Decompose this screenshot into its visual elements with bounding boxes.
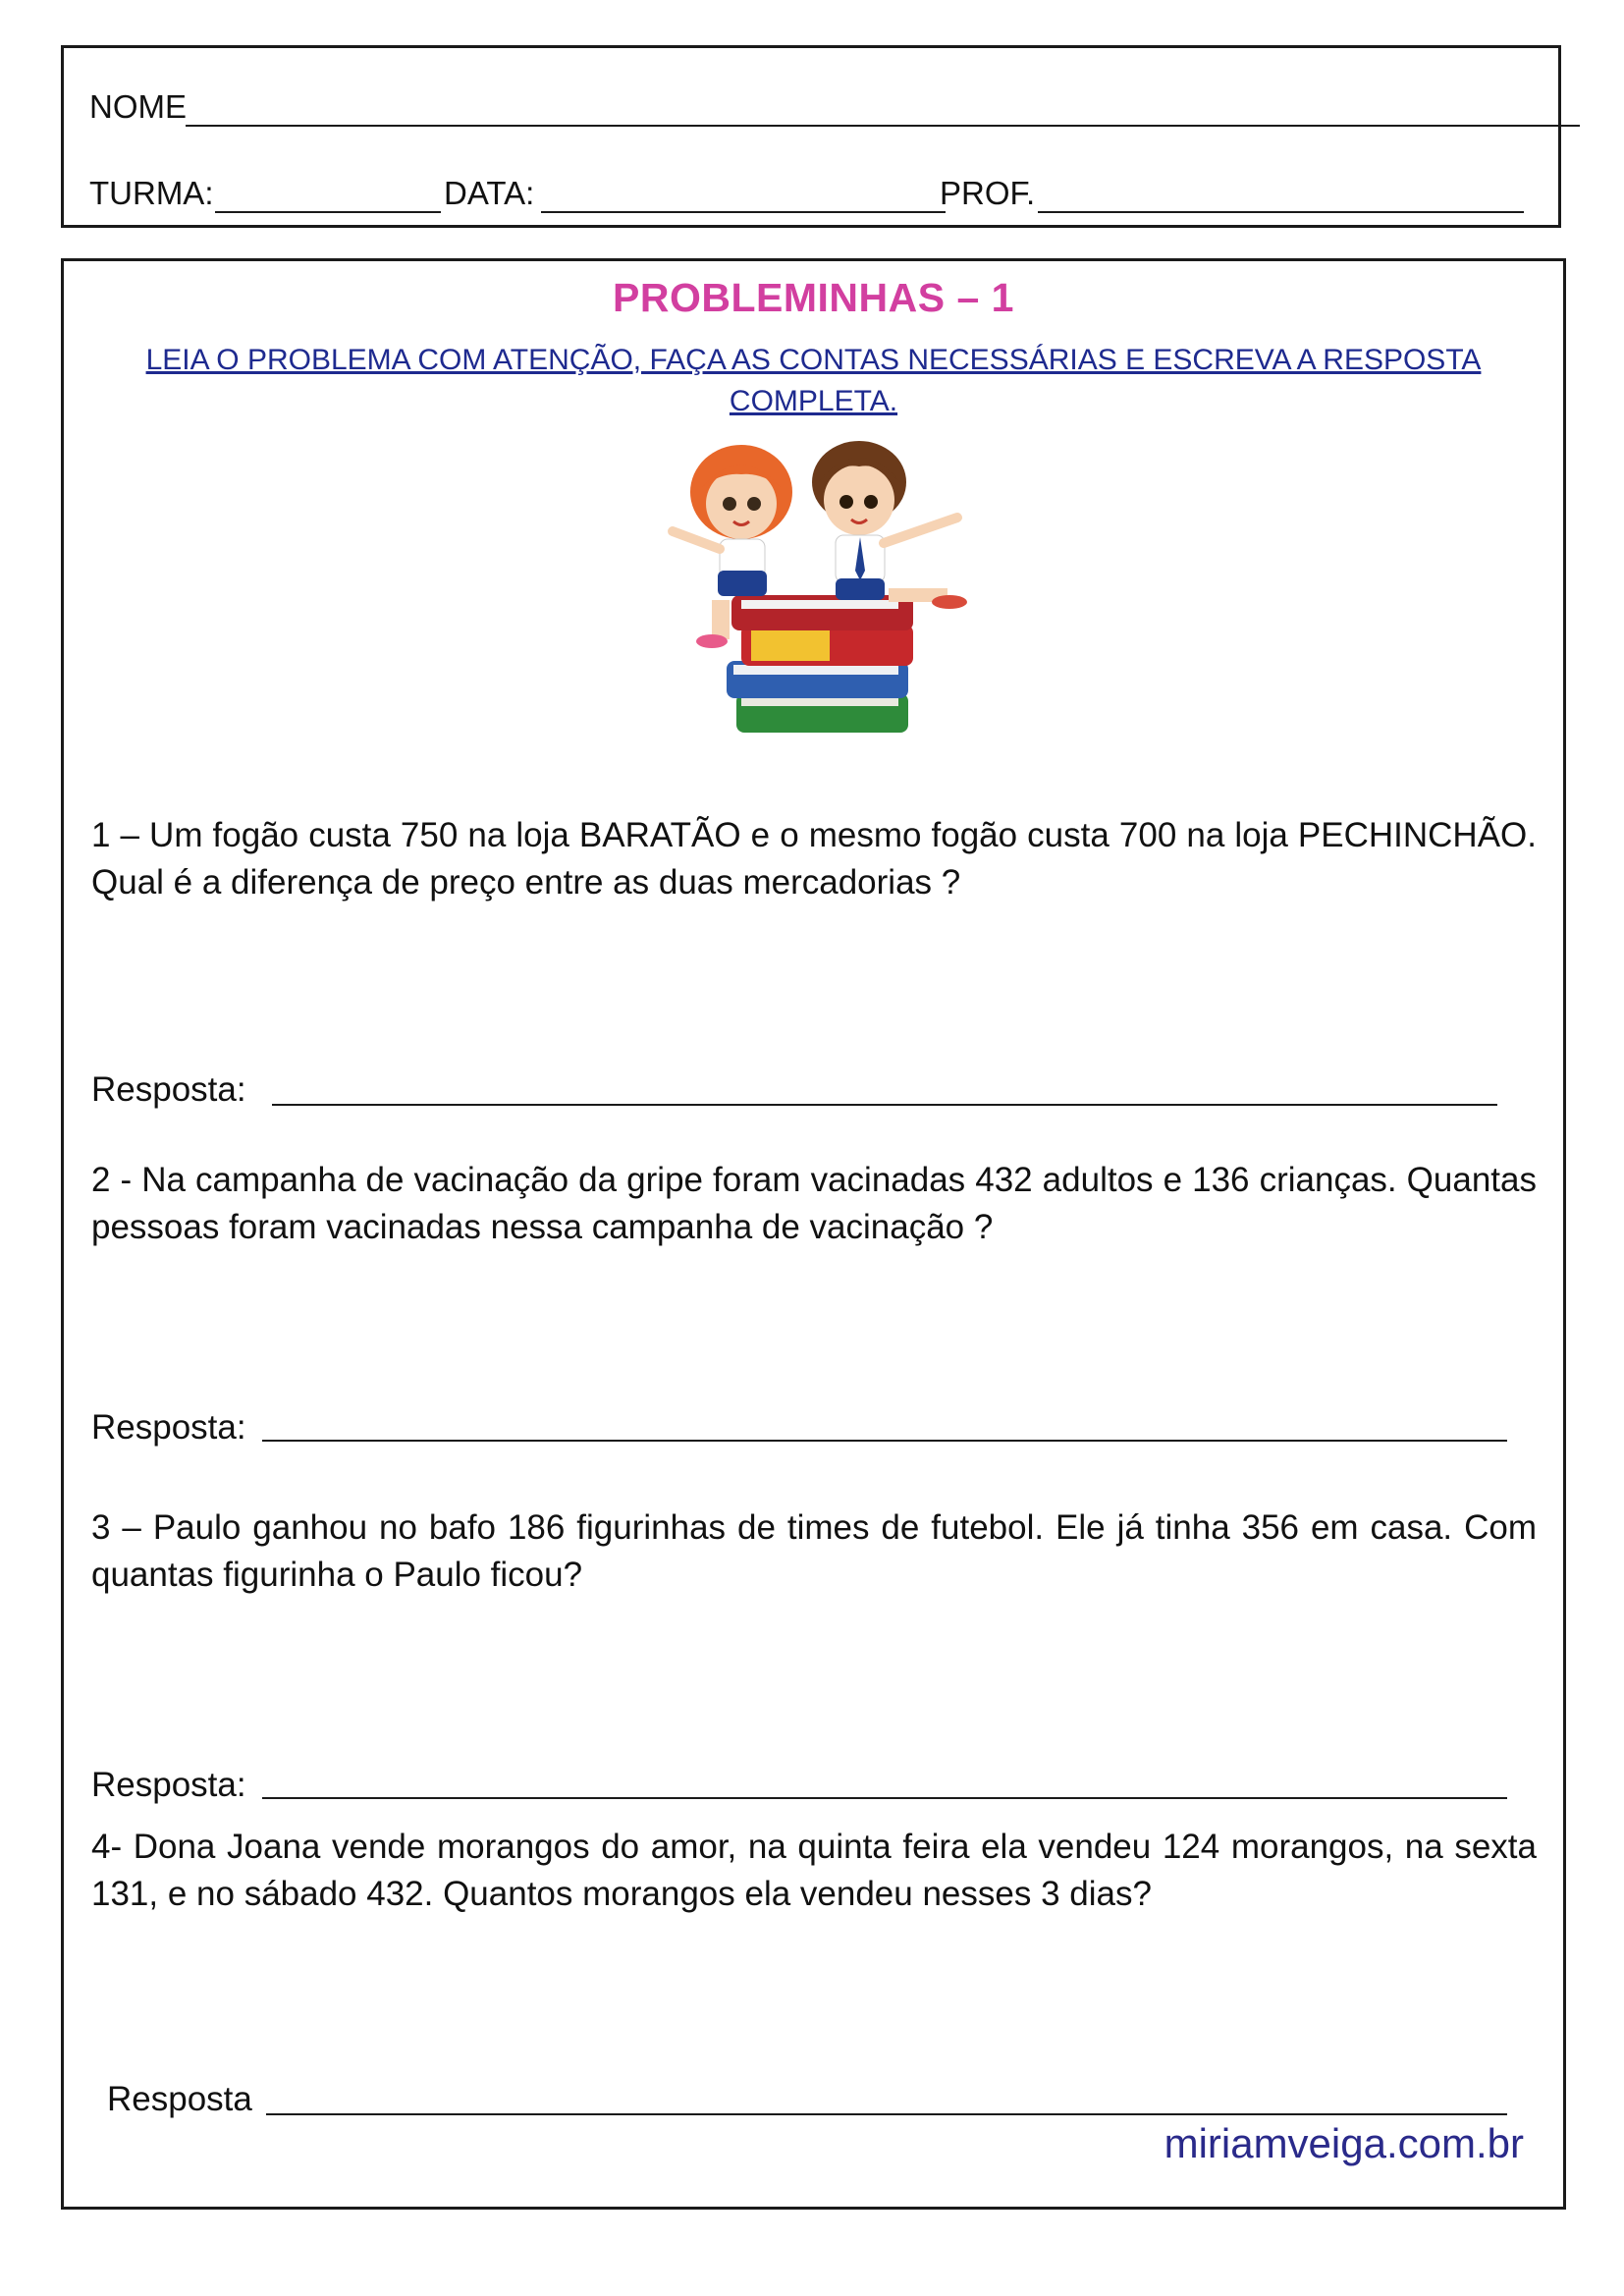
answer-label-3: Resposta: [91,1766,246,1804]
answer-label-2: Resposta: [91,1408,246,1447]
answer-line-3[interactable] [262,1797,1507,1799]
worksheet-instructions: LEIA O PROBLEMA COM ATENÇÃO, FAÇA AS CONTAS NECESSÁRIAS E ESCREVA A RESPOSTA COMPLETA. [145,344,1482,417]
class-label: TURMA: [89,175,214,211]
kids-on-books-illustration [643,433,997,757]
answer-line-2[interactable] [262,1440,1507,1442]
question-1: 1 – Um fogão custa 750 na loja BARATÃO e o mesmo fogão custa 700 na loja PECHINCHÃO. Qual é a diferença de preço entre as duas mercadorias ? [91,816,1537,902]
question-2: 2 - Na campanha de vacinação da gripe foram vacinadas 432 adultos e 136 crianças. Quantas pessoas foram vacinadas nessa campanha de vacinação ? [91,1161,1537,1246]
answer-line-1[interactable] [272,1104,1497,1106]
website-footer-link[interactable]: miriamveiga.com.br [1164,2120,1524,2166]
boy-figure-icon [812,441,967,609]
answer-line-4[interactable] [266,2113,1507,2115]
date-label: DATA: [444,175,535,211]
name-field-line[interactable] [186,125,1580,127]
class-field-line[interactable] [215,211,441,213]
book-stack-icon [727,595,913,733]
date-field-line[interactable] [541,211,946,213]
worksheet-body [61,258,1566,2210]
question-3: 3 – Paulo ganhou no bafo 186 figurinhas de times de futebol. Ele já tinha 356 em casa. Com quantas figurinha o Paulo ficou? [91,1508,1537,1594]
worksheet-title: PROBLEMINHAS – 1 [613,275,1014,320]
question-4: 4- Dona Joana vende morangos do amor, na quinta feira ela vendeu 124 morangos, na sexta 131, e no sábado 432. Quantos morangos ela vendeu nesses 3 dias? [91,1828,1537,1913]
teacher-field-line[interactable] [1038,211,1524,213]
name-label: NOME [89,88,187,125]
student-info-header [61,45,1561,228]
answer-label-4: Resposta [107,2080,252,2118]
teacher-label: PROF. [940,175,1036,211]
answer-label-1: Resposta: [91,1070,246,1109]
